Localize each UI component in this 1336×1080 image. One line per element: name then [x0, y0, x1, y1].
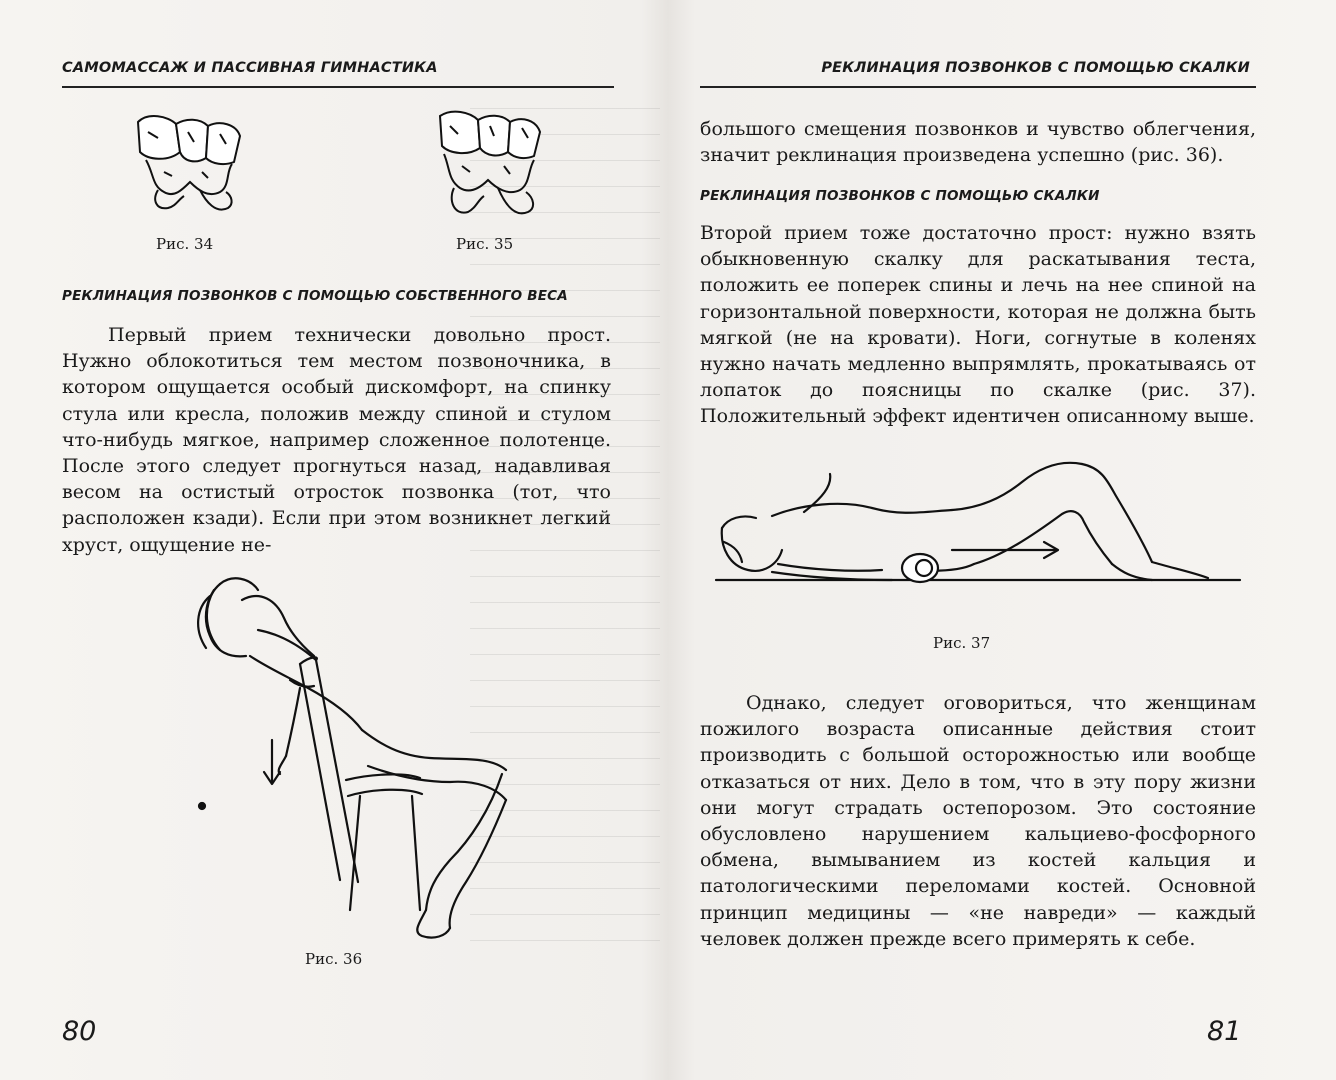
right-page [668, 0, 1336, 1080]
paragraph-text: большого смещения позвонков и чувство облегчения, значит реклинация произведена успешно (рис. 36). [700, 118, 1256, 167]
body-paragraph [700, 690, 1256, 952]
page-number: 81 [1207, 1016, 1242, 1047]
body-paragraph [62, 322, 611, 558]
chair-exercise-illustration [150, 560, 550, 950]
rolling-pin-exercise-illustration [712, 452, 1242, 602]
header-rule [62, 86, 614, 88]
figure-caption: Рис. 34 [156, 235, 214, 253]
continuation-paragraph [700, 116, 1256, 168]
header-rule [700, 86, 1256, 88]
running-head: РЕКЛИНАЦИЯ ПОЗВОНКОВ С ПОМОЩЬЮ СКАЛКИ [821, 60, 1250, 76]
running-head: САМОМАССАЖ И ПАССИВНАЯ ГИМНАСТИКА [62, 60, 438, 76]
figure-caption: Рис. 37 [933, 634, 991, 652]
page-number: 80 [62, 1016, 97, 1047]
vertebrae-illustration-35 [428, 108, 546, 224]
figure-caption: Рис. 36 [305, 950, 363, 968]
vertebrae-illustration-34 [128, 112, 248, 222]
section-title: РЕКЛИНАЦИЯ ПОЗВОНКОВ С ПОМОЩЬЮ СКАЛКИ [700, 188, 1100, 204]
body-paragraph [700, 220, 1256, 430]
paragraph-text: Первый прием технически довольно прост. Нужно облокотиться тем местом позвоночника, в котором ощущается особый дискомфорт, на спинку стула или кресла, положив между спиной и стулом что-нибудь мягкое, например сложенное полотенце. После этого следует прогнуться назад, надавливая весом на остистый отросток позвонка (тот, что расположен кзади). Если при этом возникнет легкий хруст, ощущение не- [62, 324, 611, 556]
paragraph-text: Второй прием тоже достаточно прост: нужно взять обыкновенную скалку для раскатывания теста, положить ее поперек спины и лечь на нее спиной на горизонтальной поверхности, которая не должна быть мягкой (не на кровати). Ноги, согнутые в коленях нужно начать медленно выпрямлять, прокатываясь от лопаток до поясницы по скалке (рис. 37). Положительный эффект идентичен описанному выше. [700, 222, 1256, 428]
section-title: РЕКЛИНАЦИЯ ПОЗВОНКОВ С ПОМОЩЬЮ СОБСТВЕННОГО ВЕСА [62, 288, 568, 304]
figure-caption: Рис. 35 [456, 235, 514, 253]
paragraph-text: Однако, следует оговориться, что женщинам пожилого возраста описанные действия стоит производить с большой осторожностью или вообще отказаться от них. Дело в том, что в эту пору жизни они могут страдать остепорозом. Это состояние обусловлено нарушением кальциево-фосфорного обмена, вымыванием из костей кальция и патологическими переломами костей. Основной принцип медицины — «не навреди» — каждый человек должен прежде всего примерять к себе. [700, 692, 1256, 950]
